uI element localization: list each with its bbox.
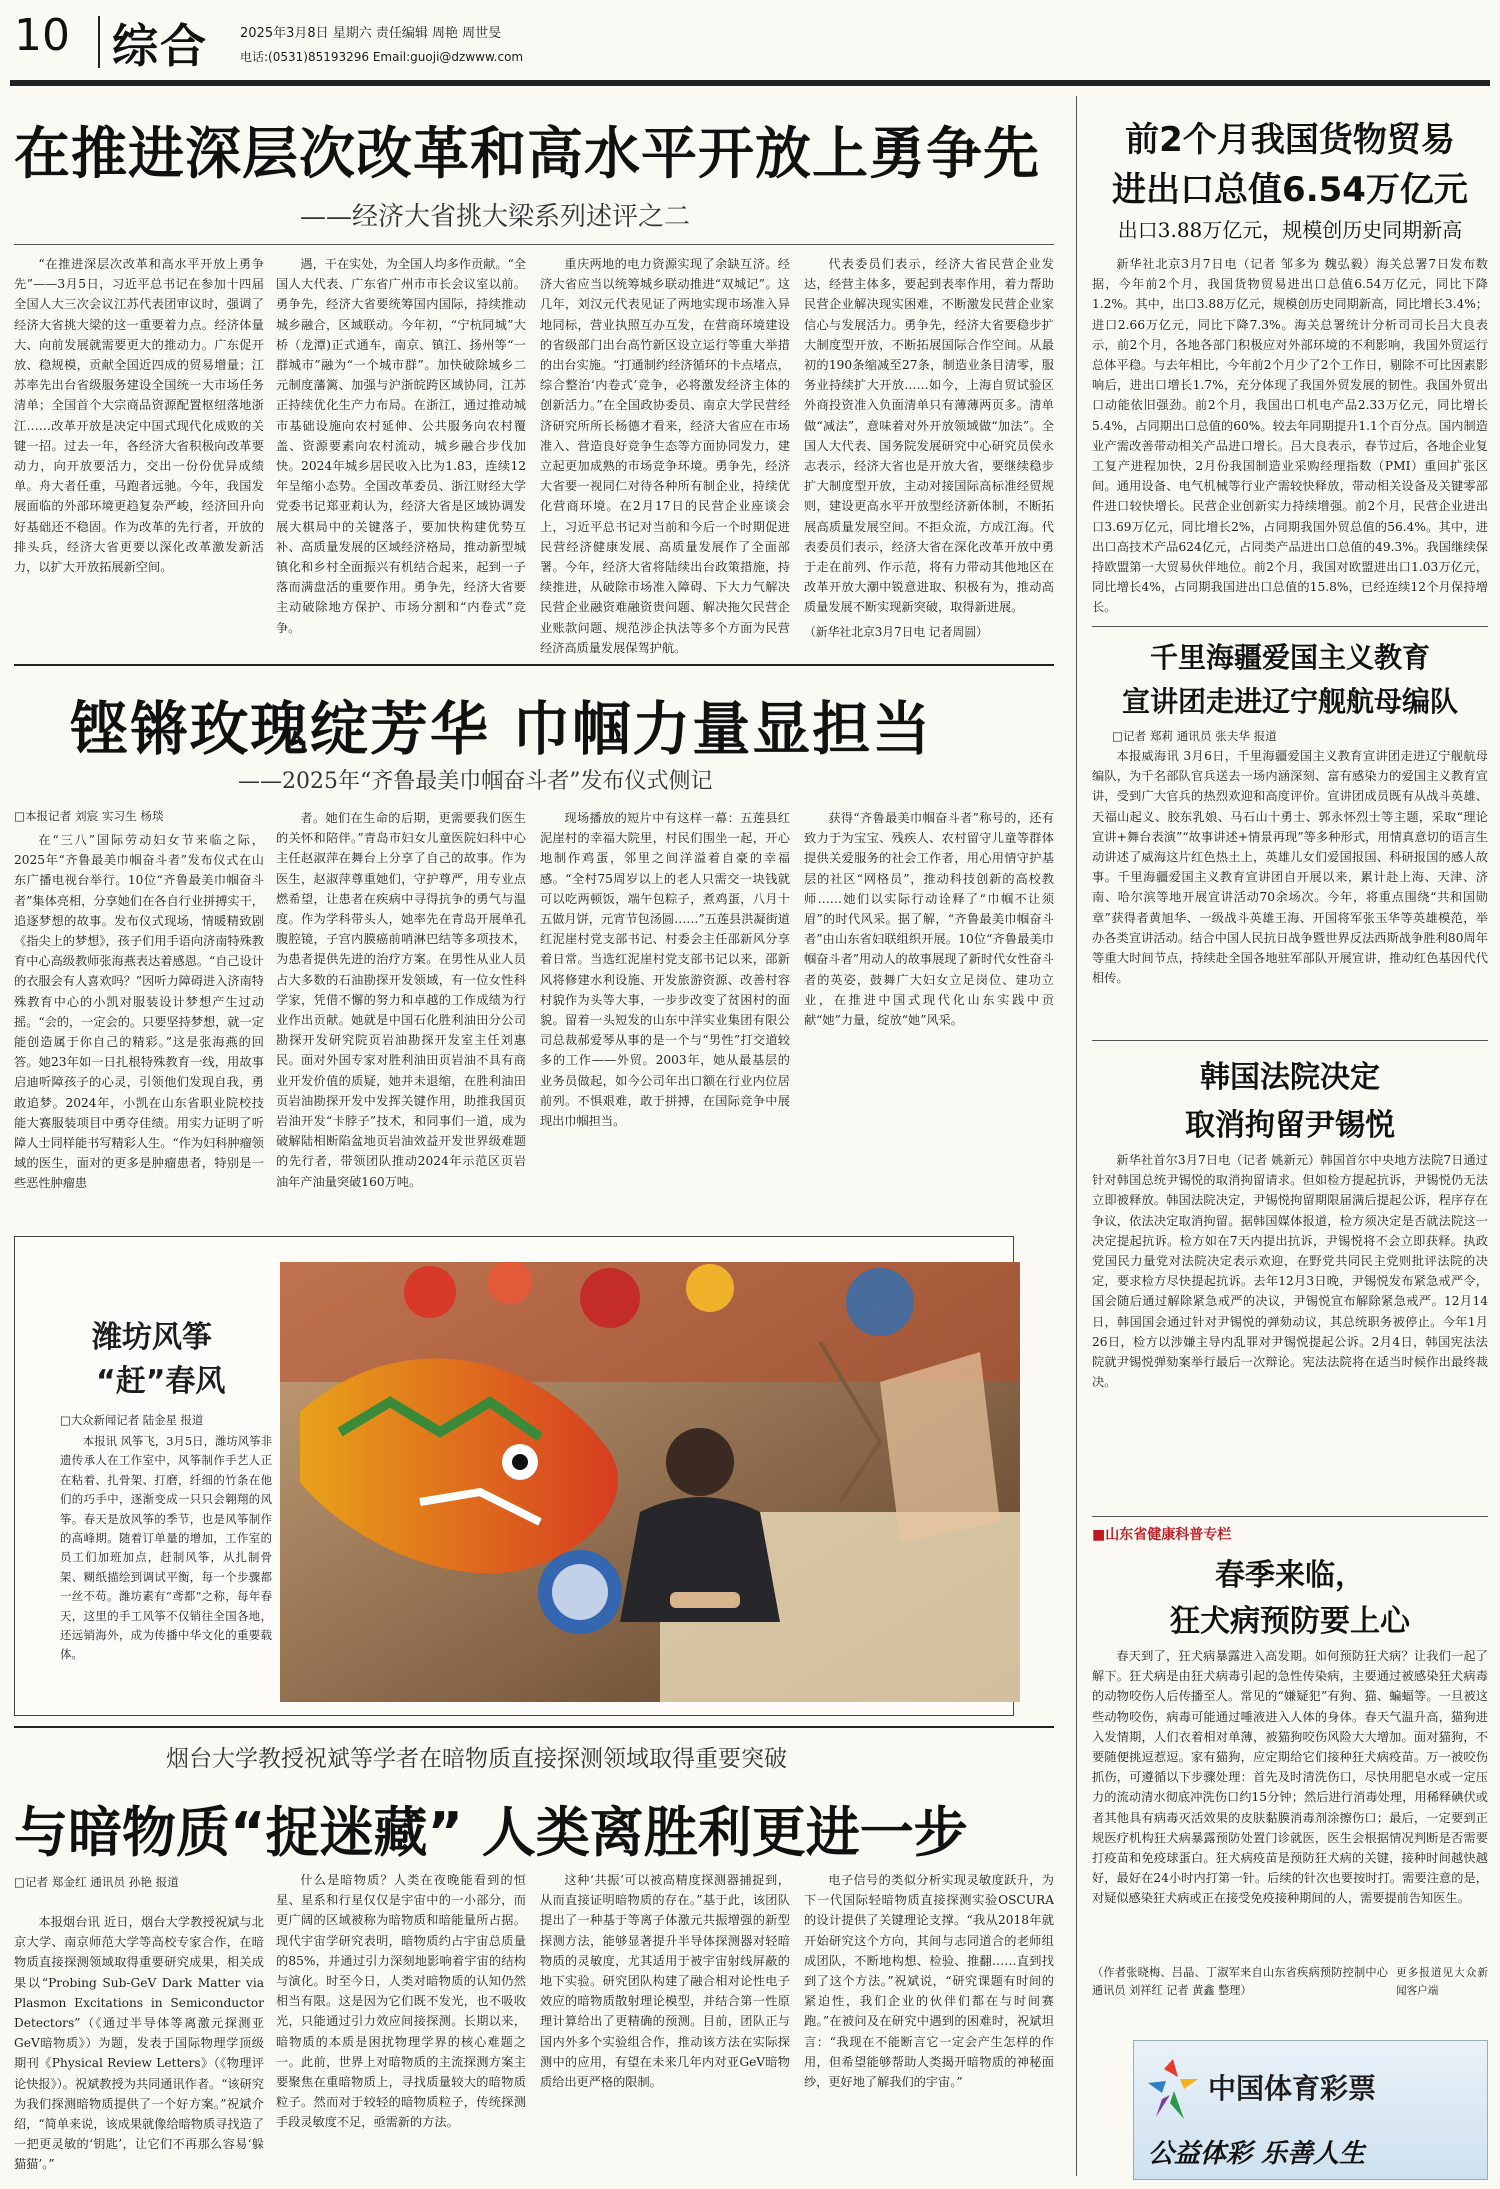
star-figure-icon <box>1144 2055 1202 2125</box>
physics-column-2: 什么是暗物质？人类在夜晚能看到的恒星、星系和行星仅仅是宇宙中的一小部分，而更广阔的区域被称为暗物质和暗能量所占据。现代宇宙学研究表明，暗物质约占宇宙总质量的85%，并通过引力深刻地影响着宇宙的结构与演化。时至今日，人类对暗物质的认知仍然相当有限。这是因为它们既不发光，也不吸收光，只能通过引力效应间接探测。长期以来，暗物质的本质是困扰物理学界的核心难题之一。此前，世界上对暗物质的主流探测方案主要聚焦在重暗物质上，寻找质量较大的暗物质粒子。然而对于较轻的暗物质粒子，传统探测手段灵敏度不足，亟需新的方法。 <box>276 1873 526 2130</box>
physics-kicker: 烟台大学教授祝斌等学者在暗物质直接探测领域取得重要突破 <box>166 1746 787 1772</box>
physics-top-rule <box>14 1726 1054 1728</box>
trade-subtitle: 出口3.88万亿元，规模创历史同期新高 <box>1117 218 1463 242</box>
reform-headline[interactable]: 在推进深层次改革和高水平开放上勇争先 <box>14 122 1040 187</box>
lottery-slogan: 公益体彩 乐善人生 <box>1148 2139 1366 2169</box>
page-number: 10 <box>14 10 70 61</box>
women-top-rule <box>14 664 1054 666</box>
ship-title-line-2[interactable]: 宣讲团走进辽宁舰航母编队 <box>1121 685 1458 718</box>
women-column-2: 者。她们在生命的后期，更需要我们医生的关怀和陪伴。”青岛市妇女儿童医院妇科中心主任赵淑萍在舞台上分享了自己的故事。作为医生，赵淑萍尊重她们，守护尊严，用专业点燃希望，让患者在疾病中寻得抗争的勇气与温度。作为学科带头人，她率先在青岛开展单孔腹腔镜，子宫内膜癌前哨淋巴结等多项技术，为患者提供先进的治疗方案。在男性从业人员占大多数的石油勘探开发领域，有一位女性科学家，凭借不懈的努力和卓越的工作成绩为行业作出贡献。她就是中国石化胜利油田分公司勘探开发研究院页岩油勘探开发室主任刘惠民。面对外国专家对胜利油田页岩油不具有商业开发价值的质疑，她并未退缩，在胜利油田页岩油勘探开发中发挥关键作用，助推我国页岩油开发“卡脖子”技术，和同事们一道，成为破解陆相断陷盆地页岩油效益开发世界级难题的先行者，带领团队推动2024年示范区页岩油年产油量突破160万吨。 <box>276 811 526 1189</box>
ship-body: 本报威海讯 3月6日，千里海疆爱国主义教育宣讲团走进辽宁舰航母编队，为千名部队官兵送去一场内涵深刻、富有感染力的爱国主义教育宣讲，受到广大官兵的热烈欢迎和高度评价。宣讲团成员既有从战斗英雄、天福山起义、胶东乳娘、马石山十勇士、郭永怀烈士等主题，采取“理论宣讲+舞台表演”“故事讲述+情景再现”等多种形式，用情真意切的语言生动讲述了威海这片红色热土上，英雄儿女们爱国报国、科研报国的感人故事。千里海疆爱国主义教育宣讲团自开展以来，累计赴上海、天津、济南、哈尔滨等地开展宣讲活动70余场次。今年，将重点围绕“共和国勋章”获得者黄旭华、一级战斗英雄王海、开国将军张玉华等英雄模范，举办各类宣讲活动。结合中国人民抗日战争暨世界反法西斯战争胜利80周年等重大时间节点，持续赴全国各地驻军部队开展宣讲，推动红色基因代代相传。 <box>1092 749 1488 986</box>
health-title-line-1[interactable]: 春季来临， <box>1215 1558 1365 1593</box>
reform-column-3: 重庆两地的电力资源实现了余缺互济。经济大省应当以统筹城乡联动推进“双城记”。这几年，刘汉元代表见证了两地实现市场准入异地同标，营业执照互办互发，在营商环境建设的省级部门出台高竹新区设立运行等重大举措的出台实施。“打通制约经济循环的卡点堵点，综合整治‘内卷式’竞争，必将激发经济主体的创新活力。”在全国政协委员、南京大学民营经济研究所所长杨德才看来，经济大省应在市场准入、营造良好竞争生态等方面协同发力，建立起更加成熟的市场竞争环境。勇争先，经济大省要一视同仁对待各种所有制企业，持续优化营商环境。在2月17日的民营企业座谈会上，习近平总书记对当前和今后一个时期促进民营经济健康发展、高质量发展作了全面部署。今年，经济大省将陆续出台政策措施，持续推进，从破除市场准入障碍、下大力气解决民营企业融资难融资贵问题、解决拖欠民营企业账款问题、规范涉企执法等多个方面为民营经济高质量发展保驾护航。 <box>540 257 790 654</box>
physics-column-4: 电子信号的类似分析实现灵敏度跃升，为下一代国际轻暗物质直接探测实验OSCURA的设计提供了关键理论支撑。“我从2018年就开始研究这个方向，其间与志同道合的老师组成团队，不断地构想、检验、推翻……直到找到了这个方法。”祝斌说，“研究课题有时间的紧迫性，我们企业的伙伴们都在与时间赛跑。”在被问及在研究中遇到的困难时，祝斌坦言：“我现在不能断言它一定会产生怎样的作用，但希望能够帮助人类揭开暗物质的神秘面纱，更好地了解我们的宇宙。” <box>804 1873 1054 2090</box>
header-date-editors: 2025年3月8日 星期六 责任编辑 周艳 周世旻 <box>240 26 502 41</box>
kite-title-line-1: 潍坊风筝 <box>92 1320 212 1355</box>
kite-caption: 本报讯 风筝飞，3月5日，潍坊风筝非遗传承人在工作室中，风筝制作手艺人正在粘着、扎骨架、打磨，纤细的竹条在他们的巧手中，逐渐变成一只只会翱翔的风筝。春天是放风筝的季节，也是风筝制作的高峰期。随着订单量的增加，工作室的员工们加班加点，赶制风筝，从扎制骨架、糊纸描绘到调试平衡，每一个步骤都一丝不苟。潍坊素有“鸢都”之称，每年春天，这里的手工风筝不仅销往全国各地，还远销海外，成为传播中华文化的重要载体。 <box>60 1434 272 1662</box>
women-column-4: 获得“齐鲁最美巾帼奋斗者”称号的，还有致力于为宝宝、残疾人、农村留守儿童等群体提供关爱服务的社会工作者，用心用情守护基层的社区“网格员”，推动科技创新的高校教师……她们以实际行动诠释了“巾帼不让须眉”的时代风采。据了解，“齐鲁最美巾帼奋斗者”由山东省妇联组织开展。10位“齐鲁最美巾帼奋斗者”用动人的故事展现了新时代女性奋斗者的英姿，鼓舞广大妇女立足岗位、建功立业，在推进中国式现代化山东实践中贡献“她”力量，绽放“她”风采。 <box>804 811 1054 1028</box>
header-rule <box>10 80 1490 86</box>
health-credit: （作者张晓梅、吕晶、丁淑军来自山东省疾病预防控制中心 通讯员 刘祥红 记者 黄鑫 整理） <box>1092 1966 1388 1997</box>
ship-rule <box>1092 1040 1488 1041</box>
lottery-ad[interactable] <box>1133 2040 1488 2180</box>
women-column-3: 现场播放的短片中有这样一幕：五莲县红泥崖村的幸福大院里，村民们围坐一起，开心地制作鸡蛋，邻里之间洋溢着自豪的幸福感。“全村75周岁以上的老人只需交一块钱就可以吃两顿饭，端午包粽子，煮鸡蛋，八月十五做月饼，元宵节包汤圆……”五莲县洪凝街道红泥崖村党支部书记、村委会主任邵新风分享着日常。当选红泥崖村党支部书记以来，邵新风将修建水利设施、开发旅游资源、改善村容村貌作为头等大事，一步步改变了贫困村的面貌。留着一头短发的山东中洋实业集团有限公司总裁郝爱琴从事的是一个与“男性”打交道较多的工作——外贸。2003年，她从最基层的业务员做起，如今公司年出口额在行业内位居前列。不惧艰难，敢于拼搏，在国际竞争中展现出巾帼担当。 <box>540 811 790 1129</box>
ship-title-line-1[interactable]: 千里海疆爱国主义教育 <box>1149 641 1430 674</box>
women-subtitle: ——2025年“齐鲁最美巾帼奋斗者”发布仪式侧记 <box>238 769 713 794</box>
korea-body: 新华社首尔3月7日电（记者 姚新元）韩国首尔中央地方法院7日通过针对韩国总统尹锡悦的取消拘留请求。但如检方提起抗诉，尹锡悦仍无法立即被释放。韩国法院决定，尹锡悦拘留期限届满后提起公诉，程序存在争议，依法决定取消拘留。据韩国媒体报道，检方须决定是否就法院这一决定提起抗诉。检方如在7天内提出抗诉，尹锡悦将不会立即获释。执政党国民力量党对法院决定表示欢迎，在野党共同民主党则批评法院的决定，要求检方尽快提起抗诉。去年12月3日晚，尹锡悦发布紧急戒严令，国会随后通过解除紧急戒严的决议，尹锡悦宣布解除紧急戒严。12月14日，韩国国会通过针对尹锡悦的弹劾动议，其总统职务被停止。今年1月26日，检方以涉嫌主导内乱罪对尹锡悦提起公诉。2月4日，韩国宪法法院就尹锡悦弹劾案举行最后一次辩论。宪法法院将在适当时候作出最终裁决。 <box>1092 1153 1488 1390</box>
trade-title-line-2[interactable]: 进出口总值6.54万亿元 <box>1112 170 1468 210</box>
kite-byline: □大众新闻记者 陆金星 报道 <box>60 1413 204 1427</box>
trade-rule <box>1092 626 1488 627</box>
main-column-divider <box>1076 96 1077 2176</box>
health-more[interactable]: 更多报道见大众新闻客户端 <box>1396 1967 1488 1997</box>
kite-title-line-2: “赶”春风 <box>96 1364 226 1399</box>
health-column-label: ■山东省健康科普专栏 <box>1092 1527 1232 1543</box>
trade-title-line-1[interactable]: 前2个月我国货物贸易 <box>1125 120 1455 160</box>
ship-byline: □记者 郑莉 通讯员 张夫华 报道 <box>1112 729 1277 743</box>
women-column-1: 在“三八”国际劳动妇女节来临之际，2025年“齐鲁最美巾帼奋斗者”发布仪式在山东广播电视台举行。10位“齐鲁最美巾帼奋斗者”集体亮相，分享她们在各自行业拼搏实干，追逐梦想的故事。发布仪式现场，情暖精致剧《指尖上的梦想》，孩子们用手语向济南特殊教育中心高级教师张海燕表达着感恩。“自己设计的衣服会有人喜欢吗？”因听力障碍进入济南特殊教育中心的小凯对服装设计梦想产生过动摇。“会的，一定会的。只要坚持梦想，就一定能创造属于你自己的精彩。”这是张海燕的回答。她23年如一日扎根特殊教育一线，用故事启迪听障孩子的心灵，引领他们发现自我，勇敢追梦。2024年，小凯在山东省职业院校技能大赛服装项目中勇夺佳绩。用实力证明了听障人士同样能书写精彩人生。“作为妇科肿瘤领域的医生，面对的更多是肿瘤患者，特别是一些恶性肿瘤患 <box>14 833 264 1191</box>
section-title: 综合 <box>112 19 208 73</box>
trade-body: 新华社北京3月7日电（记者 邹多为 魏弘毅）海关总署7日发布数据，今年前2个月，我国货物贸易进出口总值6.54万亿元，同比下降1.2%。其中，出口3.88万亿元，规模创历史同期新高，同比增长3.4%；进口2.66万亿元，同比下降7.3%。海关总署统计分析司司长吕大良表示，前2个月，各地各部门积极应对外部环境的不利影响，我国外贸运行总体平稳。与去年相比，今年前2个月少了2个工作日，剔除不可比因素影响后，进出口增长1.7%，充分体现了我国外贸发展的韧性。我国外贸出口动能依旧强劲。前2个月，我国出口机电产品2.33万亿元，同比增长5.4%，占同期出口总值的60%。较去年同期提升1.1个百分点。国内制造业产需改善带动相关产品进口增长。吕大良表示，春节过后，各地企业复工复产进程加快，2月份我国制造业采购经理指数（PMI）重回扩张区间。通用设备、电气机械等行业产需较快释放，带动相关设备及关键零部件进口较快增长。民营企业创新实力持续增强。前2个月，民营企业进出口3.69万亿元，同比增长2%，占同期我国外贸总值的56.4%。其中，进出口高技术产品624亿元，占同类产品进出口总值的49.3%。我国继续保持欧盟第一大贸易伙伴地位。前2个月，我国对欧盟进出口1.03万亿元，同比增长4%，占同期我国进出口总值的15.8%，已经连续12个月保持增长。 <box>1092 257 1488 615</box>
reform-column-4: 代表委员们表示，经济大省民营企业发达，经营主体多，要起到表率作用，着力帮助民营企业解决现实困难，不断激发民营企业家信心与发展活力。勇争先，经济大省要稳步扩大制度型开放，不断拓展国际合作空间。从最初的190条缩减至27条，制造业条目清零，服务业持续扩大开放……如今，上海自贸试验区外商投资准入负面清单只有薄薄两页多。清单做“减法”，意味着对外开放领域做“加法”。全国人大代表、国务院发展研究中心研究员侯永志表示，经济大省也是开放大省，要继续稳步扩大制度型开放，主动对接国际高标准经贸规则，建设更高水平开放型经济新体制，不断拓展高质量发展空间。不拒众流，方成江海。代表委员们表示，经济大省在深化改革开放中勇于走在前列、作示范，将有力带动其他地区在改革开放大潮中锐意进取、积极有为，推动高质量发展不断实现新突破，取得新进展。 <box>804 257 1054 615</box>
women-headline[interactable]: 铿锵玫瑰绽芳华 巾帼力量显担当 <box>70 695 933 763</box>
women-byline: □本报记者 刘宸 实习生 杨琰 <box>14 809 164 823</box>
health-body: 春天到了，狂犬病暴露进入高发期。如何预防狂犬病？让我们一起了解下。狂犬病是由狂犬病毒引起的急性传染病，主要通过被感染狂犬病毒的动物咬伤人后传播至人。常见的“嫌疑犯”有狗、猫、蝙蝠等。一旦被这些动物咬伤，病毒可能通过唾液进入人体的身体。春天气温升高，猫狗进入发情期，人们衣着相对单薄，被猫狗咬伤风险大大增加。面对猫狗，不要随便挑逗惹逗。家有猫狗，应定期给它们接种狂犬病疫苗。万一被咬伤抓伤，可遵循以下步骤处理：首先及时清洗伤口，尽快用肥皂水或一定压力的流动清水彻底冲洗伤口约15分钟；然后进行消毒处理，用稀释碘伏或者其他具有病毒灭活效果的皮肤黏膜消毒剂涂擦伤口；最后，一定要到正规医疗机构狂犬病暴露预防处置门诊就医，医生会根据情况判断是否需要打疫苗和免疫球蛋白。狂犬病疫苗是预防狂犬病的关键，接种时间越快越好，最好在24小时内打第一针。后续的针次也要按时打。需要注意的是，对疑似感染狂犬病或正在接受免疫接种期间的人，需要提前告知医生。 <box>1092 1649 1488 1906</box>
reform-column-2: 遇，干在实处，为全国人均多作贡献。“全国人大代表、广东省广州市市长会议室以前。勇争先，经济大省要统筹国内国际，持续推动城乡融合，区域联动。今年初，“宁杭同城”大桥（龙潭)正式通车，南京、镇江、扬州等“一群城市”融为“一个城市群”。加快破除城乡二元制度藩篱、加强与沪浙皖跨区域协同，江苏正持续优化生产力布局。在浙江，通过推动城市基础设施向农村延伸、公共服务向农村覆盖、资源要素向农村流动，城乡融合步伐加快。2024年城乡居民收入比为1.83，连续12年呈缩小态势。全国改革委员、浙江财经大学党委书记郑亚莉认为，经济大省是区域协调发展大棋局中的关键落子，要加快构建优势互补、高质量发展的区域经济格局，推动新型城镇化和乡村全面振兴有机结合起来，起到一子落而满盘活的重要作用。勇争先，经济大省要主动破除地方保护、市场分割和“内卷式”竞争。 <box>276 257 526 635</box>
reform-subtitle: ——经济大省挑大梁系列述评之二 <box>300 202 691 232</box>
kite-photo-illustration <box>280 1262 1020 1702</box>
korea-title-line-2[interactable]: 取消拘留尹锡悦 <box>1185 1108 1395 1143</box>
physics-headline[interactable]: 与暗物质“捉迷藏” 人类离胜利更进一步 <box>14 1801 968 1864</box>
header-contact: 电话:(0531)85193296 Email:guoji@dzwww.com <box>240 50 524 64</box>
reform-column-1: “在推进深层次改革和高水平开放上勇争先”——3月5日，习近平总书记在参加十四届全国人大三次会议江苏代表团审议时，强调了经济大省挑大梁的这一重要着力点。经济体量大、向前发展就需要更大的推动力。广东促开放、稳规模，贡献全国近四成的贸易增量；江苏率先出台省级服务建设全国统一大市场任务清单；全国首个大宗商品资源配置枢纽落地浙江……改革开放是决定中国式现代化成败的关键一招。过去一年，各经济大省积极向改革要动力，向开放要活力，交出一份份优异成绩单。舟大者任重，马跑者远驰。今年，我国发展面临的外部环境更趋复杂严峻，经济回升向好基础还不稳固。作为改革的先行者，开放的排头兵，经济大省更要以深化改革激发新活力，以扩大开放拓展新空间。 <box>14 257 264 575</box>
reform-credit: （新华社北京3月7日电 记者周圆） <box>804 625 988 639</box>
health-title-line-2[interactable]: 狂犬病预防要上心 <box>1170 1604 1410 1639</box>
header-divider <box>98 16 100 68</box>
lottery-brand: 中国体育彩票 <box>1208 2072 1377 2105</box>
physics-column-1: 本报烟台讯 近日，烟台大学教授祝斌与北京大学、南京师范大学等高校专家合作，在暗物质直接探测领域取得重要研究成果，相关成果以“Probing Sub-GeV Dark Matter via Plasmon Excitations in Semiconductor Detectors”（《通过半导体等离激元探测亚GeV暗物质》）为题，发表于国际物理学顶级期刊《Physical Review Letters》（《物理评论快报》）。祝斌教授为共同通讯作者。“该研究为我们探测暗物质提供了一个好方案。”祝斌介绍，“简单来说，该成果就像给暗物质寻找造了一把更灵敏的‘钥匙’，让它们不再那么容易‘躲猫猫’。” <box>14 1915 264 2172</box>
kite-photo <box>280 1262 1020 1702</box>
korea-title-line-1[interactable]: 韩国法院决定 <box>1200 1060 1380 1095</box>
reform-rule <box>14 244 1054 245</box>
physics-column-3: 这种‘共振’可以被高精度探测器捕捉到，从而直接证明暗物质的存在。”基于此，该团队提出了一种基于等离子体激元共振增强的新型探测方法，能够显著提升半导体探测器对轻暗物质的灵敏度，尤其适用于被宇宙射线屏蔽的地下实验。研究团队构建了融合相对论性电子效应的暗物质散射理论模型，并结合第一性原理计算给出了更精确的预测。目前，团队正与国内外多个实验组合作，推动该方法在实际探测中的应用，有望在未来几年内对亚GeV暗物质给出更严格的限制。 <box>540 1873 790 2090</box>
physics-byline: □记者 郑金红 通讯员 孙艳 报道 <box>14 1875 179 1889</box>
korea-rule <box>1092 1516 1488 1517</box>
